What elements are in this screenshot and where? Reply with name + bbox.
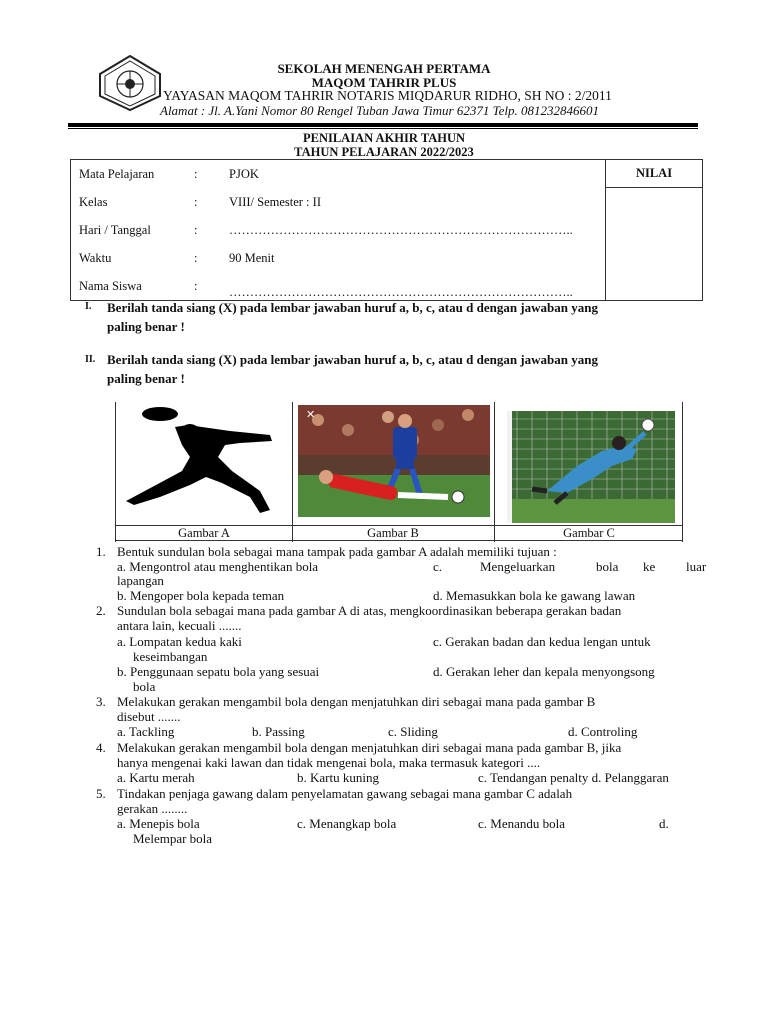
info-value: PJOK	[229, 167, 259, 181]
option-c-cont: keseimbangan	[133, 649, 208, 664]
question-text: Melakukan gerakan mengambil bola dengan menjatuhkan diri sebagai mana pada gambar B, jika	[117, 740, 622, 755]
option-c[interactable]: c. Gerakan badan dan kedua lengan untuk	[433, 634, 651, 649]
address-line: Alamat : Jl. A.Yani Nomor 80 Rengel Tuban Jawa Timur 62371 Telp. 081232846601	[160, 103, 600, 118]
option-d[interactable]: d. Memasukkan bola ke gawang lawan	[433, 588, 636, 603]
svg-text:✕: ✕	[306, 408, 316, 421]
info-label: Nama Siswa	[79, 279, 142, 293]
score-label: NILAI	[606, 160, 702, 188]
caption-gambar-c: Gambar C	[563, 526, 615, 540]
option-d[interactable]: d.	[659, 816, 669, 831]
option-c-word: Mengeluarkan	[480, 559, 556, 574]
section-instruction-cont: paling benar !	[107, 319, 185, 334]
info-colon: :	[194, 223, 198, 237]
header-rule-thin	[68, 128, 698, 129]
section-instruction: Berilah tanda siang (X) pada lembar jawaban huruf a, b, c, atau d dengan jawaban yang	[107, 352, 598, 367]
section-instruction-cont: paling benar !	[107, 371, 185, 386]
frame-line	[494, 402, 495, 542]
question-text: Melakukan gerakan mengambil bola dengan menjatuhkan diri sebagai mana pada gambar B	[117, 694, 596, 709]
question-text: Sundulan bola sebagai mana pada gambar A di atas, mengkoordinasikan beberapa gerakan badan	[117, 603, 622, 618]
student-name-field[interactable]: ………………………………………………………………………..	[229, 285, 573, 299]
info-label: Mata Pelajaran	[79, 167, 155, 181]
question-number: 2.	[96, 603, 106, 618]
caption-gambar-a: Gambar A	[178, 526, 230, 540]
option-a[interactable]: a. Lompatan kedua kaki	[117, 634, 242, 649]
option-c-letter[interactable]: c.	[433, 559, 443, 574]
caption-gambar-b: Gambar B	[367, 526, 419, 540]
info-colon: :	[194, 279, 198, 293]
option-c[interactable]: c. Menandu bola	[478, 816, 566, 831]
image-sliding-tackle	[298, 405, 490, 517]
option-c-d[interactable]: c. Tendangan penalty d. Pelanggaran	[478, 770, 669, 785]
score-box[interactable]	[606, 188, 702, 298]
info-row	[71, 244, 605, 272]
question-text-cont: gerakan ........	[117, 801, 188, 816]
school-name: MAQOM TAHRIR PLUS	[311, 75, 457, 90]
option-c-cont: lapangan	[117, 573, 164, 588]
option-d-cont: Melempar bola	[133, 831, 213, 846]
question-text-cont: antara lain, kecuali .......	[117, 618, 242, 633]
frame-line	[292, 402, 293, 542]
exam-year: TAHUN PELAJARAN 2022/2023	[294, 145, 474, 159]
info-row	[71, 160, 605, 188]
option-d[interactable]: d. Gerakan leher dan kepala menyongsong	[433, 664, 655, 679]
option-b[interactable]: b. Penggunaan sepatu bola yang sesuai	[117, 664, 320, 679]
question-text-cont: disebut .......	[117, 709, 181, 724]
question-number: 1.	[96, 544, 106, 559]
student-info-table	[70, 159, 703, 301]
question-text: Tindakan penjaga gawang dalam penyelamatan gawang sebagai mana gambar C adalah	[117, 786, 573, 801]
option-a[interactable]: a. Menepis bola	[117, 816, 200, 831]
info-label: Hari / Tanggal	[79, 223, 151, 237]
option-d-cont: bola	[133, 679, 156, 694]
info-colon: :	[194, 251, 198, 265]
image-goalkeeper-save	[507, 411, 675, 523]
option-c-word: luar	[686, 559, 707, 574]
option-c-word: bola	[596, 559, 619, 574]
info-label: Waktu	[79, 251, 112, 265]
info-row	[71, 216, 605, 244]
section-number: I.	[85, 301, 92, 312]
info-value: VIII/ Semester : II	[229, 195, 321, 209]
option-c-word: ke	[643, 559, 656, 574]
frame-line	[115, 402, 116, 542]
option-c[interactable]: c. Sliding	[388, 724, 438, 739]
exam-title: PENILAIAN AKHIR TAHUN	[302, 131, 466, 145]
option-d[interactable]: d. Controling	[568, 724, 638, 739]
info-cell	[71, 160, 606, 301]
school-type: SEKOLAH MENENGAH PERTAMA	[277, 61, 491, 76]
question-text-cont: hanya mengenai kaki lawan dan tidak mengenai bola, maka termasuk kategori ....	[117, 755, 541, 770]
option-a[interactable]: a. Mengontrol atau menghentikan bola	[117, 559, 319, 574]
question-number: 4.	[96, 740, 106, 755]
info-colon: :	[194, 167, 198, 181]
frame-line	[682, 402, 683, 542]
question-text: Bentuk sundulan bola sebagai mana tampak pada gambar A adalah memiliki tujuan :	[117, 544, 557, 559]
info-label: Kelas	[79, 195, 108, 209]
image-header-silhouette	[120, 405, 288, 520]
score-cell	[606, 160, 703, 301]
question-number: 3.	[96, 694, 106, 709]
info-colon: :	[194, 195, 198, 209]
option-a[interactable]: a. Tackling	[117, 724, 175, 739]
info-row	[71, 272, 605, 300]
section-number: II.	[85, 354, 96, 365]
info-row	[71, 188, 605, 216]
foundation-line: YAYASAN MAQOM TAHRIR NOTARIS MIQDARUR RIDHO, SH NO : 2/2011	[163, 88, 612, 103]
option-b[interactable]: b. Mengoper bola kepada teman	[117, 588, 285, 603]
section-instruction: Berilah tanda siang (X) pada lembar jawaban huruf a, b, c, atau d dengan jawaban yang	[107, 300, 598, 315]
info-value: 90 Menit	[229, 251, 275, 265]
option-b[interactable]: c. Menangkap bola	[297, 816, 397, 831]
header-rule	[68, 123, 698, 127]
option-a[interactable]: a. Kartu merah	[117, 770, 195, 785]
option-b[interactable]: b. Passing	[252, 724, 305, 739]
date-field[interactable]: ………………………………………………………………………..	[229, 223, 573, 237]
option-b[interactable]: b. Kartu kuning	[297, 770, 379, 785]
question-number: 5.	[96, 786, 106, 801]
